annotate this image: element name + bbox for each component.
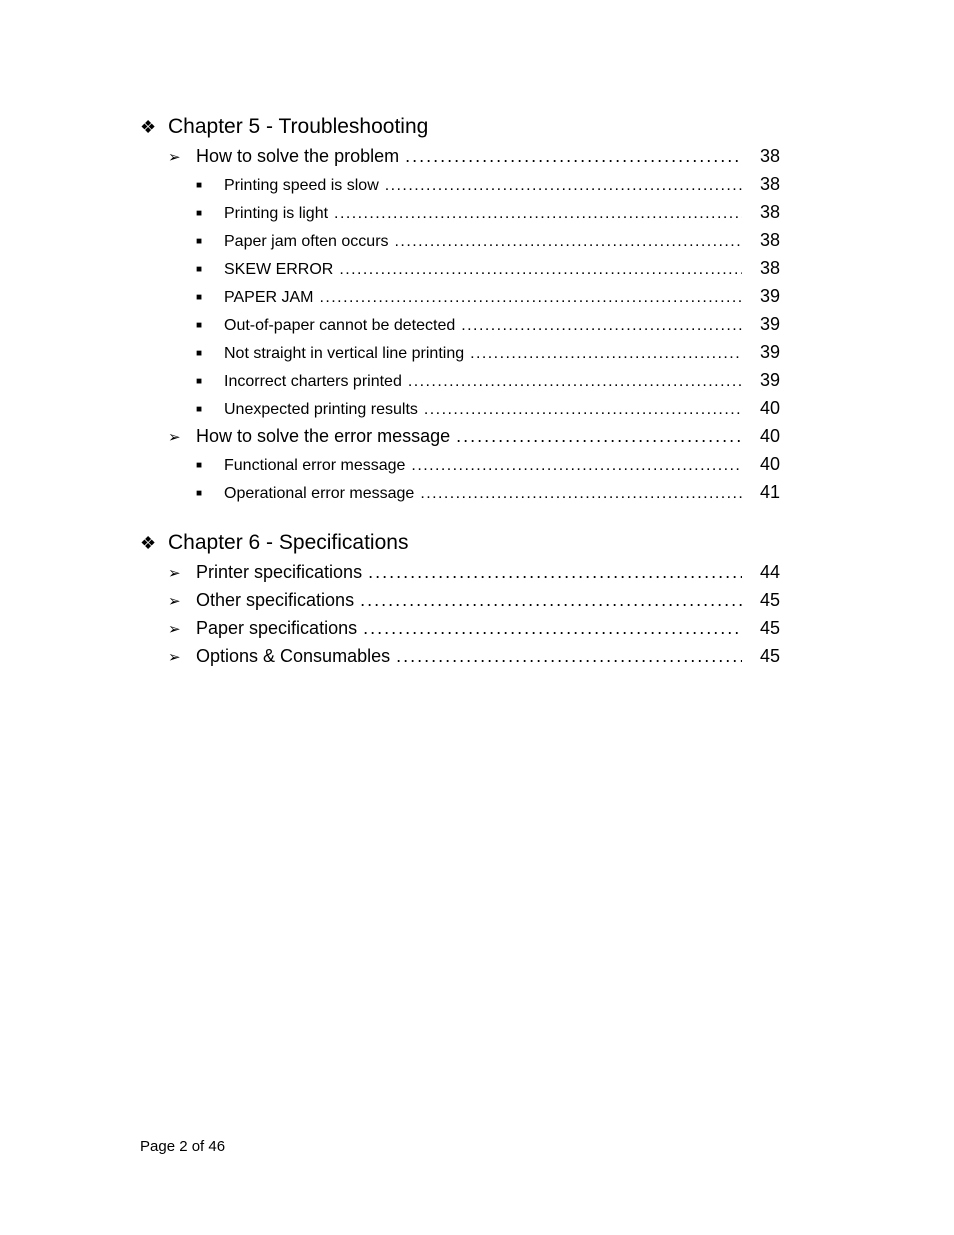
toc-entry-page: 45 <box>759 590 780 610</box>
toc-entry-page: 38 <box>759 258 780 278</box>
toc-entry[interactable] <box>140 450 780 478</box>
arrow-bullet-icon: ➢ <box>168 565 181 582</box>
toc-entry[interactable] <box>140 282 780 310</box>
toc-entry[interactable] <box>140 142 780 170</box>
toc-entry-page: 38 <box>759 174 780 194</box>
square-bullet-icon: ■ <box>196 180 203 191</box>
toc-entry-title: Incorrect charters printed <box>224 373 402 390</box>
toc-entry-page: 40 <box>759 398 780 418</box>
toc-entry-title: Paper specifications <box>196 618 358 638</box>
diamond-bullet-icon: ❖ <box>140 533 157 553</box>
toc-entry-page: 45 <box>759 618 780 638</box>
toc-entry-title: SKEW ERROR <box>224 261 334 278</box>
toc-entry-page: 39 <box>759 286 780 306</box>
toc-entry[interactable] <box>140 614 780 642</box>
toc-entry-title: Options & Consumables <box>196 646 391 666</box>
toc-entry-title: How to solve the problem <box>196 146 400 166</box>
chapter-heading[interactable] <box>140 528 780 558</box>
toc-entry[interactable] <box>140 310 780 338</box>
square-bullet-icon: ■ <box>196 292 203 303</box>
arrow-bullet-icon: ➢ <box>168 149 181 166</box>
square-bullet-icon: ■ <box>196 460 203 471</box>
toc-entry-page: 40 <box>759 426 780 446</box>
arrow-bullet-icon: ➢ <box>168 649 181 666</box>
toc-entry-title: Functional error message <box>224 457 406 474</box>
toc-entry-page: 39 <box>759 342 780 362</box>
dot-leader <box>320 284 743 310</box>
toc-entry-page: 40 <box>759 454 780 474</box>
dot-leader <box>424 396 742 422</box>
dot-leader <box>360 586 742 614</box>
square-bullet-icon: ■ <box>196 348 203 359</box>
toc-entry[interactable] <box>140 642 780 670</box>
toc-entry-title: Printing is light <box>224 205 329 222</box>
toc-entry-page: 45 <box>759 646 780 666</box>
diamond-bullet-icon: ❖ <box>140 117 157 137</box>
square-bullet-icon: ■ <box>196 488 203 499</box>
toc-entry-page: 39 <box>759 370 780 390</box>
toc-entry-title: How to solve the error message <box>196 426 451 446</box>
toc-entry-page: 38 <box>759 146 780 166</box>
toc-entry[interactable] <box>140 478 780 506</box>
dot-leader <box>396 642 742 670</box>
page-number-footer: Page 2 of 46 <box>140 1138 226 1155</box>
dot-leader <box>385 172 742 198</box>
arrow-bullet-icon: ➢ <box>168 593 181 610</box>
toc-entry-page: 39 <box>759 314 780 334</box>
dot-leader <box>461 312 742 338</box>
toc-entry[interactable] <box>140 558 780 586</box>
chapter-title: Chapter 6 - Specifications <box>168 531 409 554</box>
toc-entry[interactable] <box>140 254 780 282</box>
toc-entry-page: 38 <box>759 230 780 250</box>
toc-entry[interactable] <box>140 366 780 394</box>
toc-entry-page: 41 <box>759 482 780 502</box>
arrow-bullet-icon: ➢ <box>168 429 181 446</box>
toc-entry-page: 44 <box>759 562 780 582</box>
toc-entry[interactable] <box>140 170 780 198</box>
toc-entry-title: Other specifications <box>196 590 355 610</box>
chapter-section <box>140 112 780 506</box>
dot-leader <box>456 422 742 450</box>
dot-leader <box>405 142 742 170</box>
dot-leader <box>334 200 742 226</box>
square-bullet-icon: ■ <box>196 404 203 415</box>
dot-leader <box>470 340 742 366</box>
toc-entry[interactable] <box>140 422 780 450</box>
toc-entry[interactable] <box>140 198 780 226</box>
toc-entry-title: Unexpected printing results <box>224 401 418 418</box>
square-bullet-icon: ■ <box>196 208 203 219</box>
dot-leader <box>368 558 742 586</box>
square-bullet-icon: ■ <box>196 236 203 247</box>
dot-leader <box>411 452 742 478</box>
toc-entry[interactable] <box>140 338 780 366</box>
table-of-contents <box>140 112 780 692</box>
chapter-section <box>140 528 780 670</box>
dot-leader <box>395 228 742 254</box>
dot-leader <box>363 614 742 642</box>
toc-entry-title: Printer specifications <box>196 562 363 582</box>
square-bullet-icon: ■ <box>196 376 203 387</box>
dot-leader <box>420 480 742 506</box>
toc-entry-title: PAPER JAM <box>224 289 314 306</box>
toc-entry-title: Paper jam often occurs <box>224 233 389 250</box>
toc-entry-page: 38 <box>759 202 780 222</box>
toc-entry[interactable] <box>140 394 780 422</box>
square-bullet-icon: ■ <box>196 264 203 275</box>
toc-entry-title: Not straight in vertical line printing <box>224 345 465 362</box>
dot-leader <box>408 368 742 394</box>
toc-entry-title: Operational error message <box>224 485 415 502</box>
toc-entry-title: Out-of-paper cannot be detected <box>224 317 456 334</box>
square-bullet-icon: ■ <box>196 320 203 331</box>
dot-leader <box>339 256 742 282</box>
toc-entry[interactable] <box>140 586 780 614</box>
chapter-heading[interactable] <box>140 112 780 142</box>
toc-entry-title: Printing speed is slow <box>224 177 379 194</box>
toc-entry[interactable] <box>140 226 780 254</box>
arrow-bullet-icon: ➢ <box>168 621 181 638</box>
chapter-title: Chapter 5 - Troubleshooting <box>168 115 429 138</box>
